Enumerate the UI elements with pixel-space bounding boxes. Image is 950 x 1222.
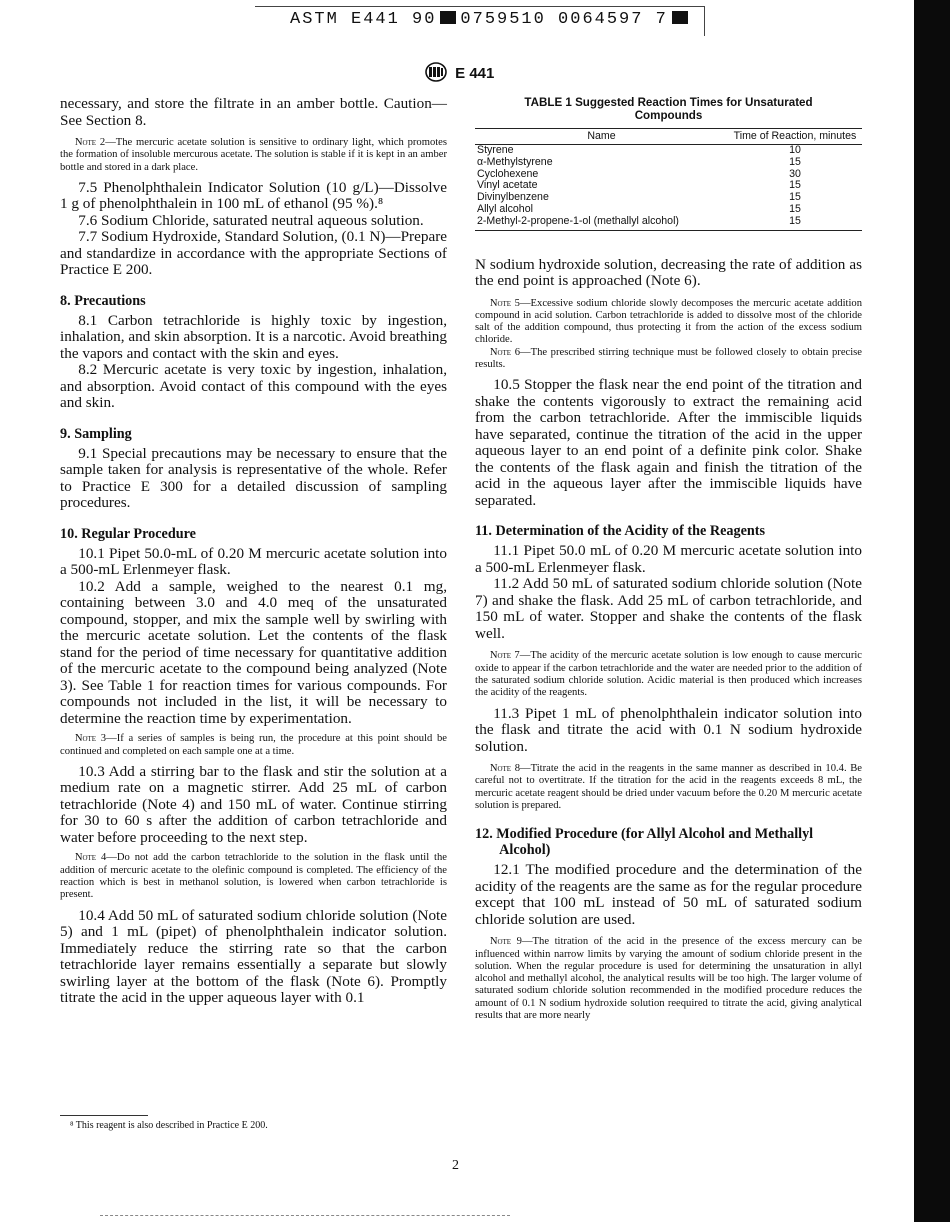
designation: E 441 [455,65,495,82]
scan-edge-bar [914,0,950,1222]
note-5: Note 5—Excessive sodium chloride slowly decomposes the mercuric acetate addition compound in acid solution. Carbon tetrachloride is added to dissolve most of the chloride salt of the addition compound, thus protecting it from the action of the excess sodium chloride. [475,297,863,346]
table-row: Divinylbenzene 15 [477,191,801,204]
section-8-heading: 8. Precautions [60,292,146,309]
footnote: ⁸ This reagent is also described in Practice E 200. [70,1120,268,1131]
table-1-title: TABLE 1 Suggested Reaction Times for Unsaturated Compounds [524,96,813,122]
column-header-name: Name [475,129,728,145]
left-column [60,96,447,1007]
section-11-heading: 11. Determination of the Acidity of the Reagents [475,523,766,540]
column-header-time: Time of Reaction, minutes [728,129,862,145]
page-header [425,62,494,86]
document-id-code [290,10,692,29]
para-8-2: 8.2 Mercuric acetate is very toxic by ingestion, inhalation, and absorption. Avoid contact of this compound with the eyes and skin. [60,361,447,412]
note-3: Note 3—If a series of samples is being run, the procedure at this point should be continued and completed on each sample one at a time. [60,733,448,757]
note-2: Note 2—The mercuric acetate solution is sensitive to ordinary light, which promotes the formation of insoluble mercurous acetate. The solution is stable if it is kept in an amber bottle and stored in a dark place. [60,137,448,173]
para-12-1: 12.1 The modified procedure and the determination of the acidity of the reagents are the same as for the regular procedure except that 100 mL instead of 50 mL of saturated sodium chloride solution are used. [475,861,862,928]
para-10-4-continued: N sodium hydroxide solution, decreasing the rate of addition as the end point is approached (Note 6). [475,255,862,290]
section-12-heading: 12. Modified Procedure (for Allyl Alcohol and Methallyl Alcohol) [475,826,814,859]
para-11-2: 11.2 Add 50 mL of saturated sodium chloride solution (Note 7) and shake the flask. Add 25 mL of carbon tetrachloride, and 150 mL of water. Stopper and shake the contents of the flask well. [475,575,862,642]
page-number: 2 [452,1158,459,1173]
note-9: Note 9—The titration of the acid in the presence of the excess mercury can be influenced within narrow limits by varying the amount of sodium chloride present in the solution. When the regular procedure is used for determining the unsaturation in allyl alcohol and methallyl alcohol, the analytical results will be too high. The larger volume of saturated sodium chloride solution recommended in the modified procedure reduces the amount of 0.1 N sodium hydroxide solution reequired to titrate the acid, giving analytical results that are more nearly [475,936,862,1022]
para-7-5: 7.5 Phenolphthalein Indicator Solution (10 g/L)—Dissolve 1 g of phenolphthalein in 100 mL of ethanol (95 %).⁸ [60,178,447,213]
section-10-heading: 10. Regular Procedure [60,525,196,542]
intro-paragraph: necessary, and store the filtrate in an amber bottle. Caution—See Section 8. [60,95,447,129]
para-11-3: 11.3 Pipet 1 mL of phenolphthalein indicator solution into the flask and titrate the acid with 0.1 N sodium hydroxide solution. [475,704,862,755]
document-id-part1: ASTM E441 90 [290,10,437,29]
para-10-3: 10.3 Add a stirring bar to the flask and stir the solution at a medium rate on a magnetic stirrer. Add 25 mL of carbon tetrachloride (Note 4) and 150 mL of water. Continue stirring for 30 to 60 s after the addition of carbon tetrachloride and water before proceeding to the next step. [60,762,447,846]
barcode-block [672,11,688,24]
reaction-times-table [475,128,862,231]
para-7-7: 7.7 Sodium Hydroxide, Standard Solution, (0.1 N)—Prepare and standardize in accordance with the appropriate Sections of Practice E 200. [60,228,447,279]
para-8-1: 8.1 Carbon tetrachloride is highly toxic by ingestion, inhalation, and skin absorption. It is a narcotic. Avoid breathing the vapors and contact with the skin and eyes. [60,311,447,362]
barcode-block [440,11,456,24]
para-10-1: 10.1 Pipet 50.0-mL of 0.20 M mercuric acetate solution into a 500-mL Erlenmeyer flask. [60,544,447,579]
para-10-5: 10.5 Stopper the flask near the end point of the titration and shake the contents vigorously to extract the remaining acid from the carbon tetrachloride. After the immiscible liquids have separated, continue the titration of the acid in the upper aqueous layer to an end point of a definite pink color. Shake the contents of the flask again and finish the titration of the acid in the aqueous layer after the immiscible liquids have separated. [475,376,862,509]
bottom-scan-line [100,1215,510,1216]
table-row: α-Methylstyrene 15 [477,155,801,168]
table-row: Vinyl acetate 15 [477,179,801,192]
note-8: Note 8—Titrate the acid in the reagents in the same manner as described in 10.4. Be careful not to overtitrate. If the titration for the acid in the reagents exceeds 8 mL, the mercuric acetate reagent should be dried under vacuum before the 0.20 M mercuric acetate solution is prepared. [475,763,863,811]
para-11-1: 11.1 Pipet 50.0 mL of 0.20 M mercuric acetate solution into a 500-mL Erlenmeyer flask. [475,542,862,576]
top-rule-right [704,6,705,36]
table-row: Cyclohexene 30 [477,167,801,180]
para-7-6: 7.6 Sodium Chloride, saturated neutral aqueous solution. [78,211,424,229]
document-id-part2: 0759510 0064597 7 [460,10,668,29]
table-row: Allyl alcohol 15 [477,202,801,215]
note-7: Note 7—The acidity of the mercuric acetate solution is low enough to cause mercuric oxide to appear if the carbon tetrachloride and the water are needed prior to the addition of the saturated sodium chloride solution. Acidic material is then produced which increases the acidity of the reagents. [475,650,863,699]
para-10-2: 10.2 Add a sample, weighed to the nearest 0.1 mg, containing between 3.0 and 4.0 meq of the unsaturated compound, stopper, and mix the sample well by swirling with the mercuric acetate solution. Let the contents of the flask stand for the period of time necessary for quantitative addition of the mercuric acetate to the compound being analyzed (Note 3). See Table 1 for reaction times for various compounds. For compounds not included in the list, it will be necessary to determine the reaction time by experimentation. [60,577,447,727]
right-column [475,96,862,1022]
astm-logo-icon [425,62,447,86]
section-9-heading: 9. Sampling [60,425,132,442]
para-9-1: 9.1 Special precautions may be necessary to ensure that the sample taken for analysis is representative of the whole. Refer to Practice E 300 for a detailed discussion of sampling procedures. [60,444,447,512]
note-4: Note 4—Do not add the carbon tetrachloride to the solution in the flask until the addition of mercuric acetate to the olefinic compound is completed. The efficiency of the reaction which is best in methanol solution, is lowered when carbon tetrachloride is present. [60,852,448,901]
footnote-rule [60,1115,148,1116]
top-rule [255,6,705,7]
note-6: Note 6—The prescribed stirring technique must be followed closely to obtain precise results. [475,346,863,371]
table-row: 2-Methyl-2-propene-1-ol (methallyl alcohol) 15 [475,216,862,230]
para-10-4: 10.4 Add 50 mL of saturated sodium chloride solution (Note 5) and 1 mL (pipet) of phenolphthalein indicator solution. Immediately reduce the stirring rate so that the carbon tetrachloride layer remains essentially a separate but slowly swirling layer at the bottom of the flask (Note 6). Promptly titrate the acid in the upper aqueous layer with 0.1 [60,906,447,1007]
table-row: Styrene 10 [477,144,801,156]
